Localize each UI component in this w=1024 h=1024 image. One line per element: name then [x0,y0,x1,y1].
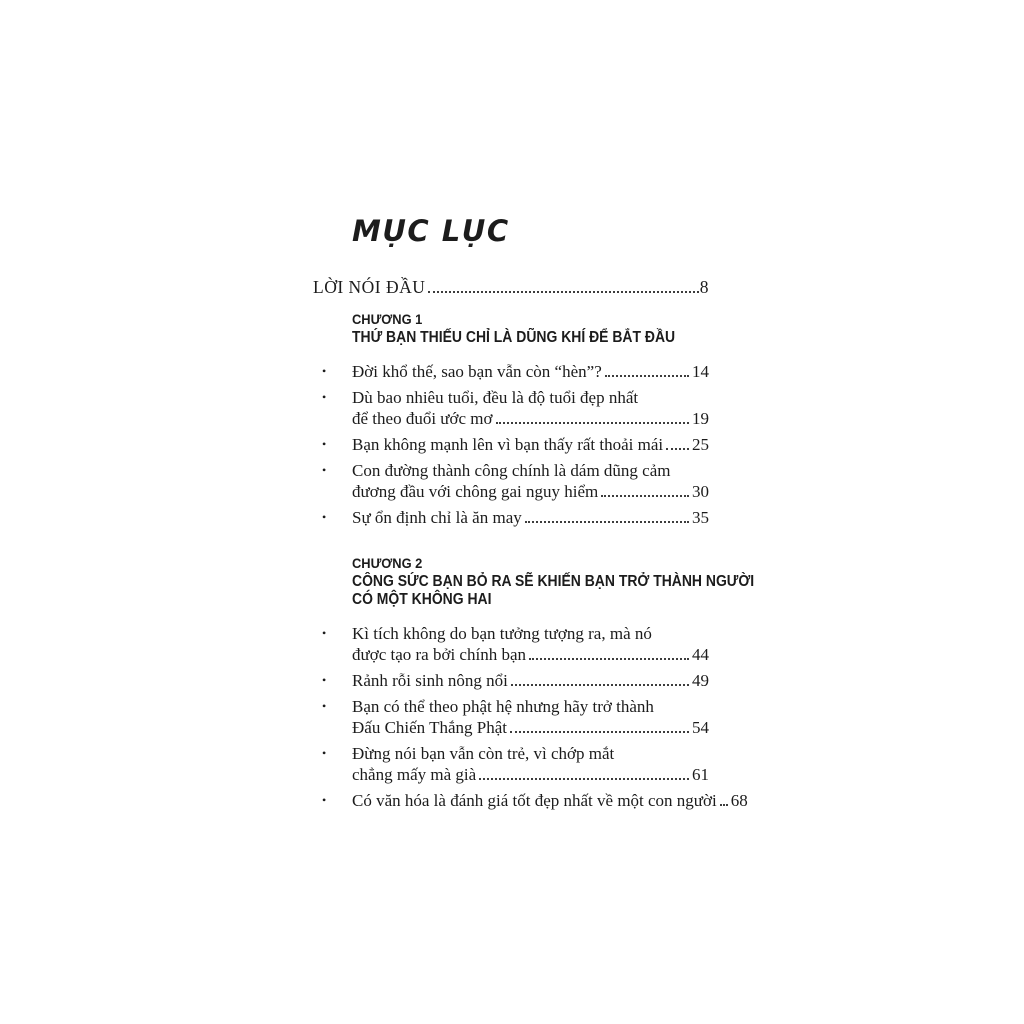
entry-body [352,743,709,785]
chapter-title [352,329,676,347]
entry-body [352,434,709,455]
bullet-glyph: • [322,626,327,640]
entry-body [352,790,748,811]
page-number: 54 [692,718,709,737]
toc-entry [313,387,709,429]
entry-text: đương đầu với chông gai nguy hiểm [352,482,599,501]
entry-body [352,460,709,502]
bullet-glyph: • [322,437,327,451]
entry-last-line [352,434,709,455]
entry-text: Bạn không mạnh lên vì bạn thấy rất thoải mái [352,435,664,454]
bullet-glyph: • [322,510,327,524]
entry-last-line [352,408,709,429]
toc-entry [313,743,709,785]
entry-text: Đời khổ thế, sao bạn vẫn còn “hèn”? [352,362,602,381]
bullet-glyph: • [322,793,327,807]
dot-leader [605,375,689,377]
entry-list [313,361,709,528]
chapter-title [352,573,755,609]
entry-body [352,361,709,382]
entry-last-line [352,361,709,382]
toc-page [313,0,755,816]
toc-entry [313,790,748,811]
entry-last-line [352,717,709,738]
page-number: 14 [692,362,709,381]
dot-leader [428,291,698,293]
chapters-list [313,311,755,811]
page-number: 19 [692,409,709,428]
entry-last-line [352,644,709,665]
bullet-glyph: • [322,463,327,477]
toc-entry [313,361,709,382]
entry-text: Rảnh rỗi sinh nông nổi [352,671,508,690]
chapter-title-line: CÔNG SỨC BẠN BỎ RA SẼ KHIẾN BẠN TRỞ THÀNH NGƯỜI [352,573,755,590]
chapter-title-line: THỨ BẠN THIẾU CHỈ LÀ DŨNG KHÍ ĐỂ BẮT ĐẦU [352,329,676,346]
page-title: MỤC LỤC [352,214,510,248]
entry-text-line: Con đường thành công chính là dám dũng cảm [352,461,671,480]
toc-entry-foreword [313,276,709,298]
page-number: 61 [692,765,709,784]
entry-last-line [352,507,709,528]
entry-text-line: Kì tích không do bạn tưởng tượng ra, mà nó [352,624,652,643]
chapter-title-line: CÓ MỘT KHÔNG HAI [352,591,492,608]
dot-leader [479,778,689,780]
entry-text: được tạo ra bởi chính bạn [352,645,527,664]
entry-text: Có văn hóa là đánh giá tốt đẹp nhất về một con người [352,791,717,810]
entry-last-line [352,790,748,811]
bullet-glyph: • [322,364,327,378]
dot-leader [529,658,689,660]
entry-text: chẳng mấy mà già [352,765,477,784]
entry-body [352,623,709,665]
page-number: 25 [692,435,709,454]
entry-text: Đấu Chiến Thắng Phật [352,718,508,737]
entry-text: để theo đuổi ước mơ [352,409,493,428]
page-number: 49 [692,671,709,690]
bullet-glyph: • [322,746,327,760]
entry-text: Sự ổn định chỉ là ăn may [352,508,522,527]
page-number: 68 [730,791,748,810]
bullet-glyph: • [322,699,327,713]
chapter-label: CHƯƠNG 2 [352,555,423,571]
chapter-section [313,311,709,528]
dot-leader [720,804,728,806]
foreword-page-number: 8 [699,277,709,297]
page-number: 44 [692,645,709,664]
toc-entry [313,434,709,455]
dot-leader [666,448,689,450]
dot-leader [496,422,690,424]
toc-entry [313,696,709,738]
chapter-label: CHƯƠNG 1 [352,311,423,327]
dot-leader [511,684,689,686]
bullet-glyph: • [322,390,327,404]
chapter-section [313,555,755,811]
entry-text-line: Dù bao nhiêu tuổi, đều là độ tuổi đẹp nhất [352,388,639,407]
entry-body [352,507,709,528]
toc-entry [313,460,709,502]
foreword-label: LỜI NÓI ĐẦU [313,277,426,297]
entry-last-line [352,670,709,691]
dot-leader [525,521,689,523]
entry-last-line [352,764,709,785]
entry-body [352,696,709,738]
dot-leader [510,731,689,733]
entry-list [313,623,748,811]
entry-body [352,387,709,429]
toc-entry [313,507,709,528]
entry-last-line [352,481,709,502]
toc-entry [313,670,709,691]
bullet-glyph: • [322,673,327,687]
toc-entry [313,623,709,665]
page-number: 30 [692,482,709,501]
dot-leader [601,495,689,497]
page-number: 35 [692,508,709,527]
entry-text-line: Đừng nói bạn vẫn còn trẻ, vì chớp mắt [352,744,615,763]
entry-text-line: Bạn có thể theo phật hệ nhưng hãy trở thành [352,697,654,716]
entry-body [352,670,709,691]
